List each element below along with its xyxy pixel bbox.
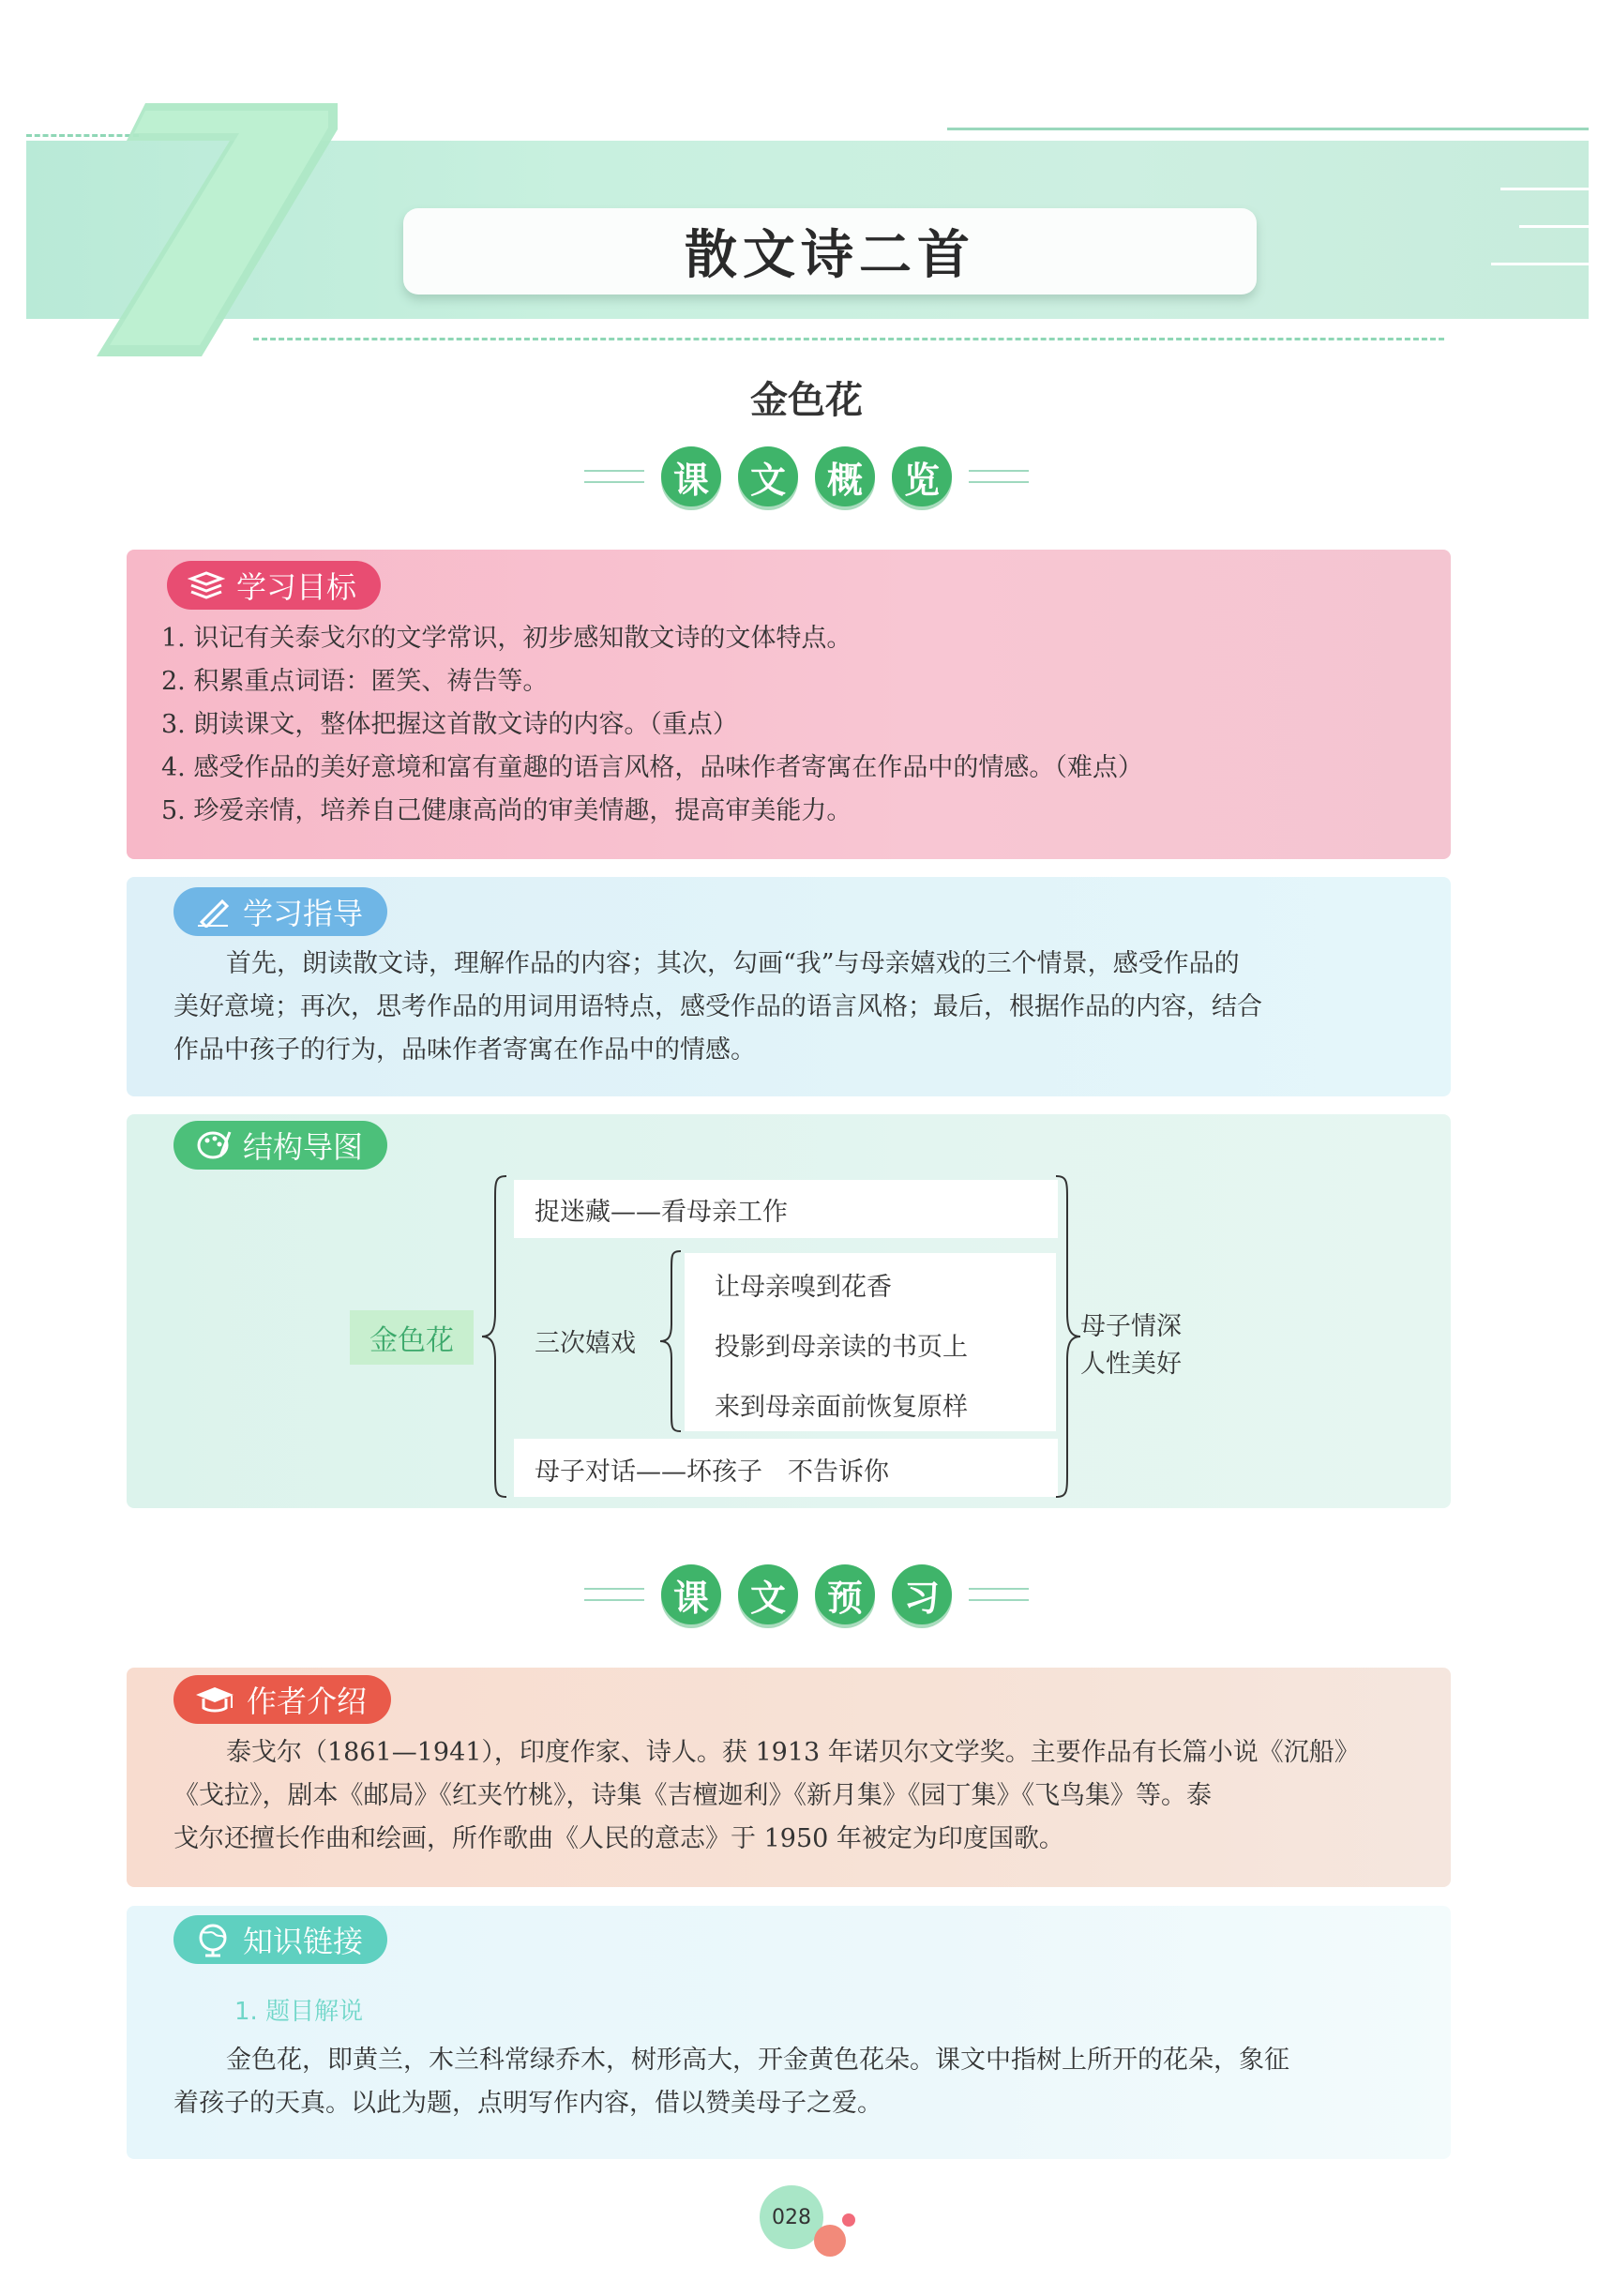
guide-text: [173, 943, 1430, 1072]
heading-char: 文: [738, 1564, 798, 1624]
map-brace-main: [478, 1172, 516, 1501]
header-dash-bottom: [253, 338, 1444, 340]
map-sub-3: 来到母亲面前恢复原样: [715, 1393, 968, 1422]
heading-rule-left: [584, 470, 644, 483]
author-line: 《戈拉》，剧本《邮局》《红夹竹桃》，诗集《吉檀迦利》《新月集》《园丁集》《飞鸟集》等。泰: [173, 1781, 1212, 1810]
guide-line: 首先，朗读散文诗，理解作品的内容；其次，勾画“我”与母亲嬉戏的三个情景，感受作品的: [226, 949, 1240, 978]
heading-char: 览: [892, 446, 952, 506]
guide-line: 作品中孩子的行为，品味作者寄寓在作品中的情感。: [173, 1035, 756, 1065]
heading-char: 课: [661, 1564, 721, 1624]
knowledge-tag: [173, 1915, 387, 1964]
books-icon: [188, 569, 225, 601]
page-dot-small: [842, 2213, 855, 2227]
author-tag-label: 作者介绍: [247, 1684, 368, 1719]
knowledge-text: [173, 2039, 1440, 2125]
goal-item: 3. 朗读课文，整体把握这首散文诗的内容。（重点）: [161, 710, 738, 739]
goals-tag-label: 学习目标: [236, 569, 357, 605]
map-root-node: [350, 1310, 474, 1365]
pencil-icon: [194, 896, 232, 928]
map-branch-3: 母子对话——坏孩子 不告诉你: [535, 1458, 889, 1487]
preview-heading: [0, 1564, 1613, 1624]
lesson-title: 散文诗二首: [403, 208, 1257, 295]
knowledge-line: 金色花，即黄兰，木兰科常绿乔木，树形高大，开金黄色花朵。课文中指树上所开的花朵，象征: [226, 2046, 1289, 2075]
palette-icon: [194, 1128, 232, 1162]
knowledge-tag-label: 知识链接: [243, 1924, 364, 1959]
header-stripes: [1482, 188, 1589, 300]
goals-tag: [167, 561, 381, 610]
guide-tag-label: 学习指导: [243, 896, 364, 931]
goal-item: 4. 感受作品的美好意境和富有童趣的语言风格，品味作者寄寓在作品中的情感。（难点）: [161, 753, 1143, 782]
guide-line: 美好意境；再次，思考作品的用词用语特点，感受作品的语言风格；最后，根据作品的内容，结合: [173, 992, 1262, 1021]
lesson-number-graphic: [89, 103, 342, 366]
map-theme-1: 母子情深: [1080, 1312, 1182, 1341]
heading-char: 预: [815, 1564, 875, 1624]
heading-rule-right: [969, 470, 1029, 483]
structure-tag: [173, 1121, 387, 1170]
heading-char: 文: [738, 446, 798, 506]
structure-tag-label: 结构导图: [243, 1129, 364, 1165]
page-dot-large: [814, 2225, 846, 2257]
heading-char: 课: [661, 446, 721, 506]
overview-heading: [0, 446, 1613, 506]
knowledge-subheading: 1. 题目解说: [234, 1998, 364, 2026]
author-text: [173, 1731, 1440, 1861]
guide-tag: [173, 887, 387, 936]
map-branch-2: 三次嬉戏: [535, 1329, 636, 1358]
heading-rule-right: [969, 1588, 1029, 1601]
author-tag: [173, 1675, 391, 1724]
text-title: 金色花: [750, 378, 863, 422]
graduation-cap-icon: [194, 1684, 235, 1715]
map-theme-2: 人性美好: [1080, 1350, 1182, 1379]
heading-char: 概: [815, 446, 875, 506]
header-line-right: [947, 128, 1589, 130]
author-line: 泰戈尔（1861—1941），印度作家、诗人。获 1913 年诺贝尔文学奖。主要作品有长篇小说《沉船》: [226, 1738, 1360, 1767]
goal-item: 2. 积累重点词语：匿笑、祷告等。: [161, 667, 549, 696]
goal-item: 5. 珍爱亲情，培养自己健康高尚的审美情趣，提高审美能力。: [161, 796, 852, 825]
map-branch-1: 捉迷藏——看母亲工作: [535, 1198, 788, 1227]
heading-rule-left: [584, 1588, 644, 1601]
map-sub-2: 投影到母亲读的书页上: [715, 1333, 968, 1362]
author-line: 戈尔还擅长作曲和绘画，所作歌曲《人民的意志》于 1950 年被定为印度国歌。: [173, 1824, 1064, 1853]
goal-item: 1. 识记有关泰戈尔的文学常识，初步感知散文诗的文体特点。: [161, 624, 852, 653]
map-sub-1: 让母亲嗅到花香: [715, 1273, 892, 1302]
globe-icon: [194, 1921, 232, 1958]
page-number: 028: [760, 2185, 823, 2249]
goals-list: [161, 617, 1437, 833]
heading-char: 习: [892, 1564, 952, 1624]
knowledge-line: 着孩子的天真。以此为题，点明写作内容，借以赞美母子之爱。: [173, 2089, 882, 2118]
map-root-label: 金色花: [369, 1324, 454, 1357]
